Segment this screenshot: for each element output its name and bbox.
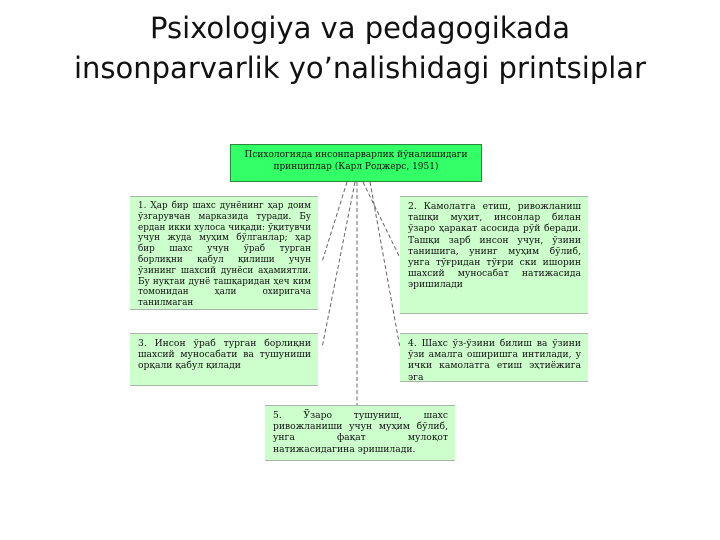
connector-to-box-1 <box>322 182 347 262</box>
principle-box-2: 2. Камолатга етиш, ривожланиш ташқи муҳит, инсонлар билан ўзаро ҳаракат асосида рўй беради. Ташқи зарб инсон учун, ўзини танишига, унинг муҳим бўлиб, унга тўғридан тўғри ски ишорин шахсий муносабат натижасида эришилади <box>400 196 588 314</box>
diagram-header-box <box>230 144 482 182</box>
header-line-1: Психологияда инсонпарварлик йўналишидаги <box>244 150 468 160</box>
principle-box-3: 3. Инсон ўраб турган борлиқни шахсий муносабати ва тушуниши орқали қабул қилади <box>130 333 318 386</box>
principle-box-5: 5. Ўзаро тушуниш, шахс ривожланиши учун муҳим бўлиб, унга фақат мулоқот натижасидагина эришилади. <box>265 405 455 461</box>
principle-box-1: 1. Ҳар бир шахс дунёнинг ҳар доим ўзгарувчан марказида туради. Бу ердан икки хулоса чиқади: ўқитувчи учун жуда муҳим бўлганлар; ҳар бир шахс учун ўраб турган борлиқни қабул қилиши учун ўзининг шахсий дунёси аҳамиятли. Бу нуқтаи дунё ташқаридан ҳеч ким томонидан ҳали охиригача танилмаган <box>130 196 318 310</box>
slide-title-line-2: insonparvarlik yo’nalishidagi printsiplar <box>73 51 646 85</box>
principle-box-4: 4. Шахс ўз-ўзини билиш ва ўзини ўзи амалга оширишга интилади, у ички камолатга етиш эҳтиёжига эга <box>400 333 588 382</box>
connector-to-box-3 <box>322 182 355 348</box>
connector-to-box-4 <box>370 182 400 348</box>
slide-title-line-1: Psixologiya va pedagogikada <box>149 11 570 45</box>
header-line-2: принциплар (Карл Роджерс, 1951) <box>273 162 439 172</box>
